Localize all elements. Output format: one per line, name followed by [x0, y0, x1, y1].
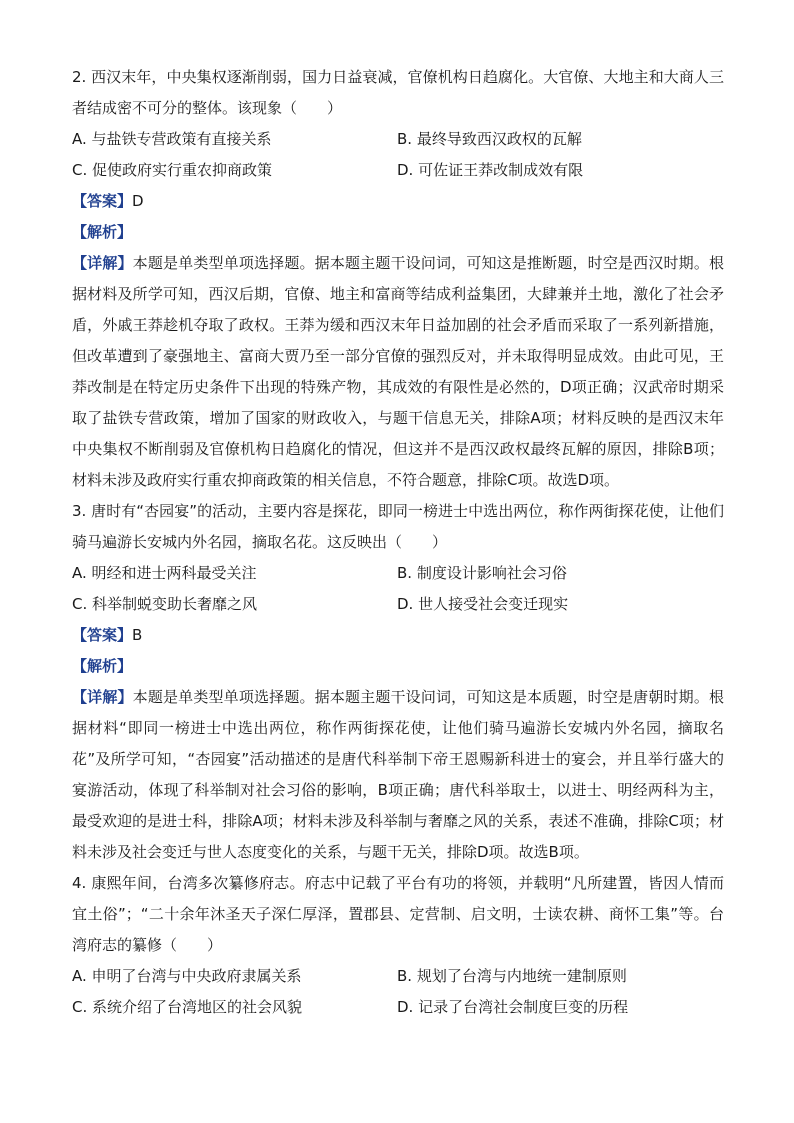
question-3-options-row-2: [72, 589, 724, 620]
detail-text: 本题是单类型单项选择题。据本题主题干设问词，可知这是本质题，时空是唐朝时期。根据材料“即同一榜进士中选出两位，称作两街探花使，让他们骑马遍游长安城内外名园，摘取名花”及所学可知，“杏园宴”活动描述的是唐代科举制下帝王恩赐新科进士的宴会，并且举行盛大的宴游活动，体现了科举制对社会习俗的影响，B项正确；唐代科举取士，以进士、明经两科为主，最受欢迎的是进士科，排除A项；材料未涉及科举制与奢靡之风的关系，表述不准确，排除C项；材料未涉及社会变迁与世人态度变化的关系，与题干无关，排除D项。故选B项。: [72, 688, 724, 861]
question-2-stem: 2. 西汉末年，中央集权逐渐削弱，国力日益衰减，官僚机构日趋腐化。大官僚、大地主和大商人三者结成密不可分的整体。该现象（ ）: [72, 68, 724, 117]
question-2-option-a[interactable]: A. 与盐铁专营政策有直接关系: [72, 130, 272, 148]
answer-tag: 【答案】: [72, 192, 133, 210]
question-2-answer: [72, 186, 724, 217]
question-3-option-d[interactable]: D. 世人接受社会变迁现实: [397, 595, 569, 613]
question-3-detail: [72, 682, 724, 868]
question-2-option-c[interactable]: C. 促使政府实行重农抑商政策: [72, 161, 273, 179]
question-3-answer: [72, 620, 724, 651]
question-4-option-a[interactable]: A. 申明了台湾与中央政府隶属关系: [72, 967, 302, 985]
detail-tag: 【详解】: [72, 688, 133, 706]
document-page: [72, 62, 724, 1023]
question-4-option-d[interactable]: D. 记录了台湾社会制度巨变的历程: [397, 998, 629, 1016]
question-3-option-c[interactable]: C. 科举制蜕变助长奢靡之风: [72, 595, 258, 613]
answer-tag: 【答案】: [72, 626, 133, 644]
answer-value: D: [132, 192, 144, 210]
question-3-analysis-heading: [72, 651, 724, 682]
question-3-stem: 3. 唐时有“杏园宴”的活动，主要内容是探花，即同一榜进士中选出两位，称作两街探花使，让他们骑马遍游长安城内外名园，摘取名花。这反映出（ ）: [72, 502, 724, 551]
question-4-options-row-2: [72, 992, 724, 1023]
question-2-options-row-1: [72, 124, 724, 155]
question-3-option-a[interactable]: A. 明经和进士两科最受关注: [72, 564, 257, 582]
question-4-options-row-1: [72, 961, 724, 992]
question-2-detail: [72, 248, 724, 496]
answer-value: B: [132, 626, 143, 644]
detail-tag: 【详解】: [72, 254, 133, 272]
analysis-tag: 【解析】: [72, 223, 133, 241]
question-4-stem: 4. 康熙年间，台湾多次纂修府志。府志中记载了平台有功的将领，并载明“凡所建置，皆因人情而宜土俗”；“二十余年沐圣天子深仁厚泽，置郡县、定营制、启文明，士读农耕、商怀工集”等。台湾府志的纂修（ ）: [72, 874, 724, 954]
question-4-option-c[interactable]: C. 系统介绍了台湾地区的社会风貌: [72, 998, 303, 1016]
question-2-analysis-heading: [72, 217, 724, 248]
question-2-options-row-2: [72, 155, 724, 186]
question-2-option-b[interactable]: B. 最终导致西汉政权的瓦解: [397, 130, 582, 148]
analysis-tag: 【解析】: [72, 657, 133, 675]
question-4-option-b[interactable]: B. 规划了台湾与内地统一建制原则: [397, 967, 627, 985]
question-3-options-row-1: [72, 558, 724, 589]
detail-text: 本题是单类型单项选择题。据本题主题干设问词，可知这是推断题，时空是西汉时期。根据材料及所学可知，西汉后期，官僚、地主和富商等结成利益集团，大肆兼并土地，激化了社会矛盾，外戚王莽趁机夺取了政权。王莽为缓和西汉末年日益加剧的社会矛盾而采取了一系列新措施，但改革遭到了豪强地主、富商大贾乃至一部分官僚的强烈反对，并未取得明显成效。由此可见，王莽改制是在特定历史条件下出现的特殊产物，其成效的有限性是必然的，D项正确；汉武帝时期采取了盐铁专营政策，增加了国家的财政收入，与题干信息无关，排除A项；材料反映的是西汉末年中央集权不断削弱及官僚机构日趋腐化的情况，但这并不是西汉政权最终瓦解的原因，排除B项；材料未涉及政府实行重农抑商政策的相关信息，不符合题意，排除C项。故选D项。: [72, 254, 724, 489]
question-2-option-d[interactable]: D. 可佐证王莽改制成效有限: [397, 161, 584, 179]
question-3-option-b[interactable]: B. 制度设计影响社会习俗: [397, 564, 567, 582]
